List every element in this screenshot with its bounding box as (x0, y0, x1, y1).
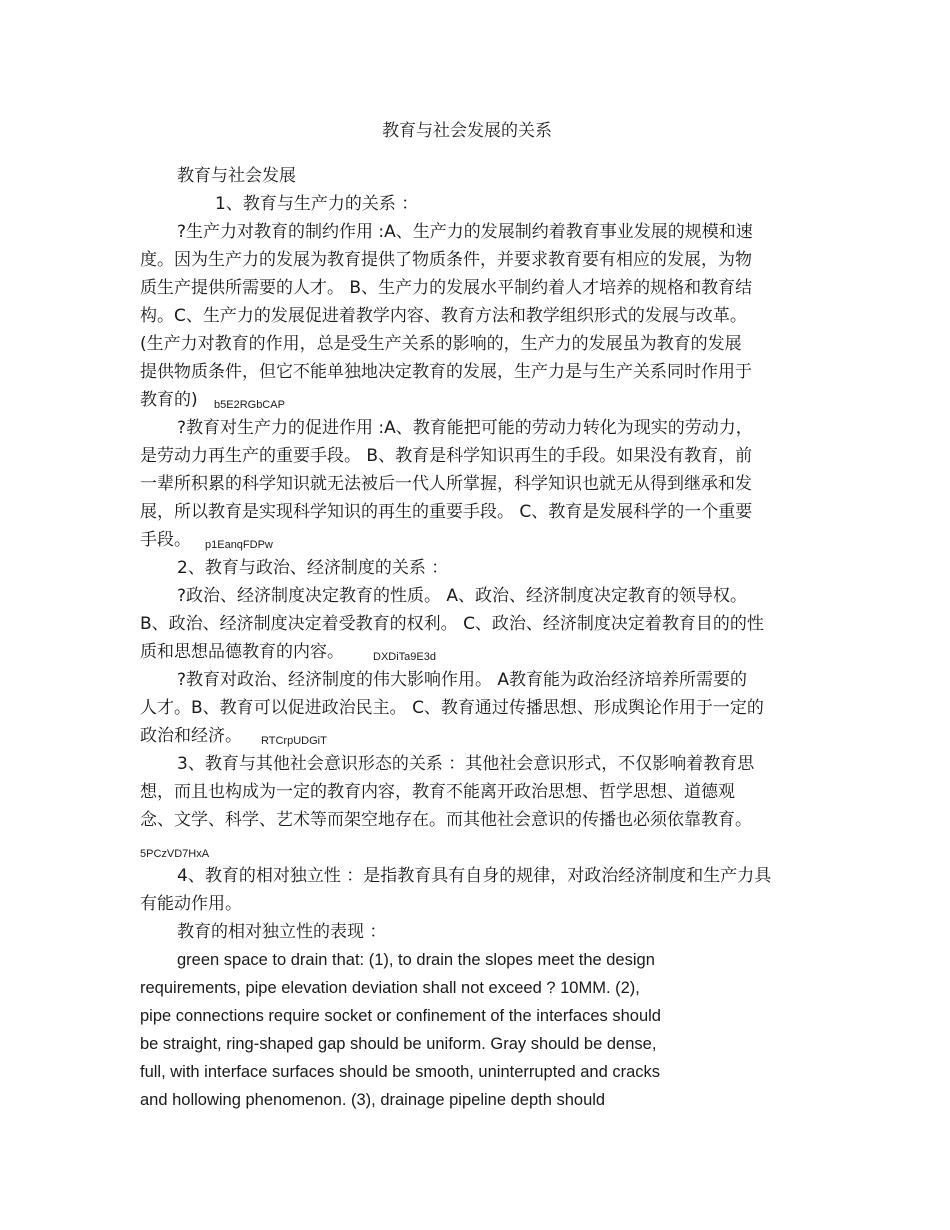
paragraph-line: 提供物质条件，但它不能单独地决定教育的发展，生产力是与生产关系同时作用于 (140, 362, 752, 382)
paragraph-line: 人才。B、教育可以促进政治民主。 C、教育通过传播思想、形成舆论作用于一定的 (140, 698, 764, 718)
paragraph-line: (生产力对教育的作用，总是受生产关系的影响的，生产力的发展虽为教育的发展 (140, 334, 742, 354)
paragraph-line: 构。C、生产力的发展促进着教学内容、教育方法和教学组织形式的发展与改革。 (140, 306, 747, 326)
paragraph-line: ?政治、经济制度决定教育的性质。 A、政治、经济制度决定教育的领导权。 (177, 586, 748, 606)
document-title: 教育与社会发展的关系 (382, 121, 552, 141)
paragraph-line: 度。因为生产力的发展为教育提供了物质条件，并要求教育要有相应的发展，为物 (140, 250, 752, 270)
english-line: and hollowing phenomenon. (3), drainage pipeline depth should (140, 1091, 606, 1109)
paragraph-line: 是劳动力再生产的重要手段。 B、教育是科学知识再生的手段。如果没有教育，前 (140, 446, 753, 466)
paragraph-line: 想，而且也构成为一定的教育内容，教育不能离开政治思想、哲学思想、道德观 (140, 782, 735, 802)
watermark-code: b5E2RGbCAP (214, 399, 285, 411)
english-line: pipe connections require socket or confinement of the interfaces should (140, 1007, 661, 1025)
watermark-code: 5PCzVD7HxA (140, 848, 210, 860)
watermark-code: RTCrpUDGiT (261, 735, 327, 747)
paragraph-line: 4、教育的相对独立性 ：是指教育具有自身的规律，对政治经济制度和生产力具 (177, 866, 772, 886)
paragraph-line: ?教育对政治、经济制度的伟大影响作用。 A教育能为政治经济培养所需要的 (177, 670, 748, 690)
paragraph-line: 展，所以教育是实现科学知识的再生的重要手段。 C、教育是发展科学的一个重要 (140, 502, 753, 522)
watermark-code: DXDiTa9E3d (373, 651, 436, 663)
paragraph-line: 手段。 (140, 530, 191, 550)
item1-heading: 1、教育与生产力的关系 ： (215, 194, 419, 214)
paragraph-line: 念、文学、科学、艺术等而架空地存在。而其他社会意识的传播也必须依靠教育。 (140, 810, 752, 830)
item2-heading: 2、教育与政治、经济制度的关系 ： (177, 558, 449, 578)
paragraph-line: 教育的相对独立性的表现 ： (177, 922, 387, 942)
paragraph-line: 质和思想品德教育的内容。 (140, 642, 344, 662)
paragraph-line: ?教育对生产力的促进作用 :A、教育能把可能的劳动力转化为现实的劳动力， (177, 418, 753, 438)
paragraph-line: ?生产力对教育的制约作用 :A、生产力的发展制约着教育事业发展的规模和速 (177, 222, 753, 242)
english-line: full, with interface surfaces should be smooth, uninterrupted and cracks (140, 1063, 661, 1081)
paragraph-line: 质生产提供所需要的人才。 B、生产力的发展水平制约着人才培养的规格和教育结 (140, 278, 753, 298)
section-heading: 教育与社会发展 (177, 166, 296, 186)
english-line: be straight, ring-shaped gap should be uniform. Gray should be dense, (140, 1035, 657, 1053)
paragraph-line: 政治和经济。 (140, 726, 242, 746)
english-line: green space to drain that: (1), to drain the slopes meet the design (177, 951, 655, 969)
paragraph-line: 一辈所积累的科学知识就无法被后一代人所掌握，科学知识也就无从得到继承和发 (140, 474, 752, 494)
watermark-code: p1EanqFDPw (205, 539, 273, 551)
paragraph-line: 3、教育与其他社会意识形态的关系 ：其他社会意识形式，不仅影响着教育思 (177, 754, 755, 774)
paragraph-line: 教育的) (140, 390, 198, 410)
paragraph-line: B、政治、经济制度决定着受教育的权利。 C、政治、经济制度决定着教育目的的性 (140, 614, 764, 634)
english-line: requirements, pipe elevation deviation shall not exceed ? 10MM. (2), (140, 979, 640, 997)
paragraph-line: 有能动作用。 (140, 894, 242, 914)
